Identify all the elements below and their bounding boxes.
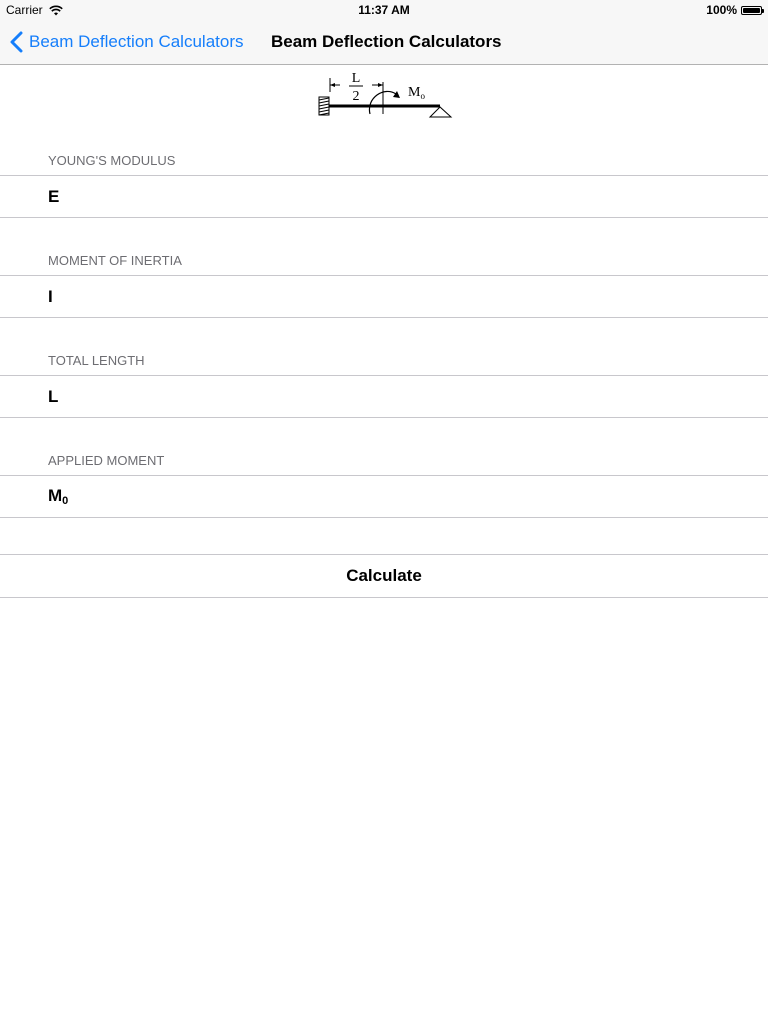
moment-of-inertia-input[interactable] — [48, 276, 748, 317]
youngs-modulus-input[interactable] — [48, 176, 748, 217]
chevron-left-icon — [10, 31, 23, 53]
section-header-moment-of-inertia: MOMENT OF INERTIA — [48, 253, 182, 268]
applied-moment-row — [0, 475, 768, 518]
beam-diagram — [316, 68, 456, 120]
carrier-label: Carrier — [6, 3, 43, 17]
battery-level — [743, 8, 760, 13]
page-title: Beam Deflection Calculators — [271, 32, 502, 51]
calculate-label: Calculate — [346, 566, 422, 585]
pin-support-icon — [430, 107, 451, 117]
moment-label: $M_o$ — [408, 85, 425, 101]
applied-moment-input[interactable] — [48, 476, 748, 517]
navigation-bar — [0, 20, 768, 65]
battery-percent: 100% — [706, 3, 737, 17]
moment-of-inertia-row — [0, 275, 768, 318]
fixed-support-icon — [319, 97, 329, 115]
section-header-total-length: TOTAL LENGTH — [48, 353, 145, 368]
status-bar — [0, 0, 768, 20]
back-button[interactable] — [10, 20, 243, 64]
youngs-modulus-row — [0, 175, 768, 218]
dimension-denominator: 2 — [352, 89, 360, 104]
back-button-label: Beam Deflection Calculators — [29, 32, 244, 51]
applied-moment-placeholder: $M_0$ — [48, 486, 69, 507]
section-header-applied-moment: APPLIED MOMENT — [48, 453, 165, 468]
total-length-row — [0, 375, 768, 418]
status-right — [706, 3, 762, 17]
section-header-youngs-modulus: YOUNG'S MODULUS — [48, 153, 176, 168]
total-length-input[interactable] — [48, 376, 748, 417]
battery-icon — [741, 6, 762, 15]
calculate-button[interactable] — [0, 554, 768, 598]
battery-tip — [762, 9, 764, 13]
dimension-numerator: L — [351, 71, 361, 86]
status-time: 11:37 AM — [358, 3, 410, 17]
